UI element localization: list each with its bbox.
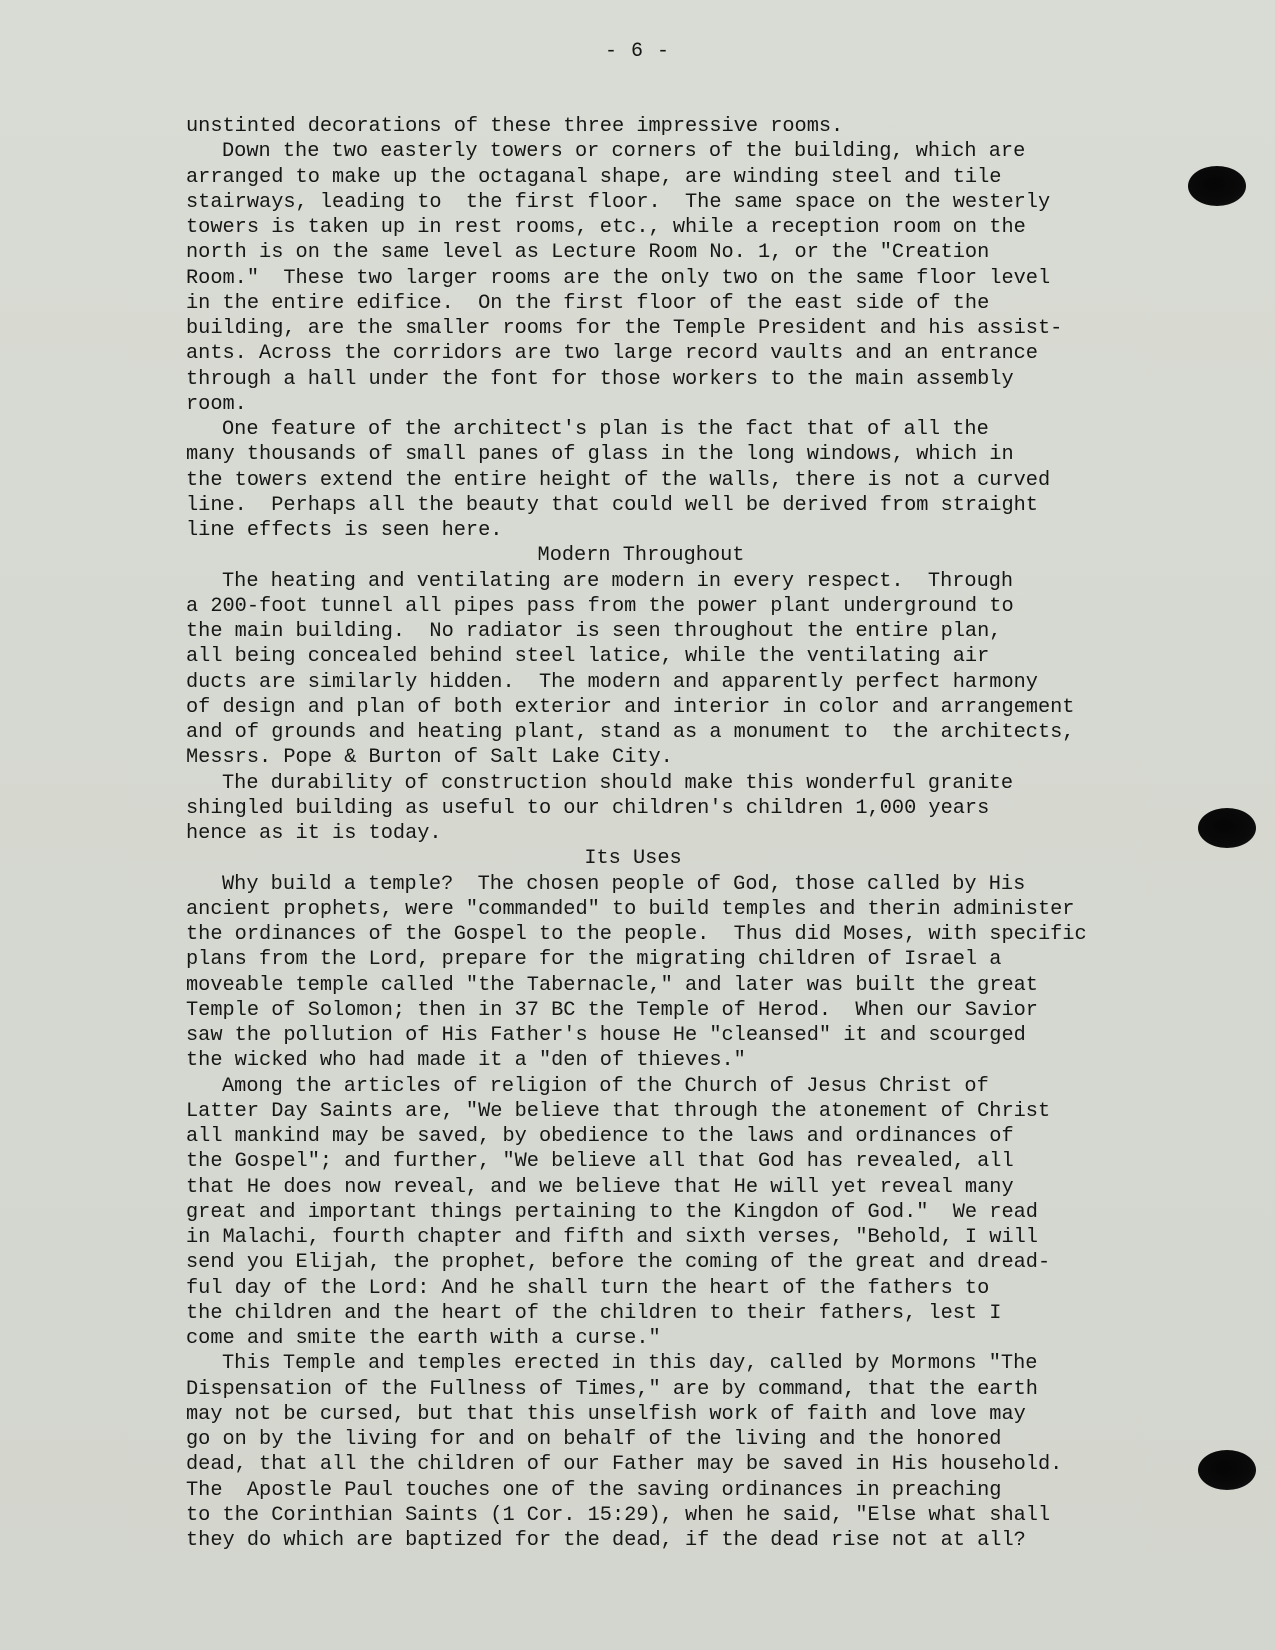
text-line: through a hall under the font for those workers to the main assembly — [186, 367, 1014, 391]
text-line: stairways, leading to the first floor. The same space on the westerly — [186, 190, 1051, 214]
text-line: building, are the smaller rooms for the Temple President and his assist- — [186, 317, 1063, 340]
section-heading: Its Uses — [584, 847, 682, 871]
text-line: go on by the living for and on behalf of the living and the honored — [186, 1428, 1002, 1451]
text-line: all mankind may be saved, by obedience to the laws and ordinances of — [186, 1125, 1014, 1148]
text-line: ful day of the Lord: And he shall turn the heart of the fathers to — [186, 1276, 990, 1300]
text-line: Room." These two larger rooms are the only two on the same floor level — [186, 266, 1051, 290]
text-line: of design and plan of both exterior and interior in color and arrangement — [186, 695, 1075, 719]
text-line: shingled building as useful to our children's children 1,000 years — [186, 796, 990, 820]
text-line: the children and the heart of the children to their fathers, lest I — [186, 1301, 1002, 1325]
text-line: ants. Across the corridors are two large record vaults and an entrance — [186, 342, 1038, 366]
text-line: all being concealed behind steel latice, while the ventilating air — [186, 645, 990, 669]
section-heading: Modern Throughout — [537, 544, 745, 568]
text-line: a 200-foot tunnel all pipes pass from the power plant underground to — [186, 594, 1014, 618]
text-line: ancient prophets, were "commanded" to build temples and therin administer — [186, 897, 1075, 921]
text-line: line effects is seen here. — [186, 519, 503, 542]
punch-hole-middle — [1198, 808, 1256, 848]
text-line: many thousands of small panes of glass in the long windows, which in — [186, 443, 1014, 467]
page-number: - 6 - — [604, 40, 670, 63]
document-body — [186, 114, 1236, 1553]
paragraph-first-line: Down the two easterly towers or corners of the building, which are — [222, 140, 1026, 164]
text-line: Latter Day Saints are, "We believe that through the atonement of Christ — [186, 1099, 1051, 1123]
paragraph-first-line: One feature of the architect's plan is the fact that of all the — [222, 418, 989, 441]
text-line: dead, that all the children of our Father may be saved in His household. — [186, 1453, 1063, 1477]
text-line: and of grounds and heating plant, stand as a monument to the architects, — [186, 721, 1075, 744]
text-line: to the Corinthian Saints (1 Cor. 15:29), when he said, "Else what shall — [186, 1503, 1051, 1527]
text-line: The Apostle Paul touches one of the saving ordinances in preaching — [186, 1478, 1002, 1502]
text-line: moveable temple called "the Tabernacle," and later was built the great — [186, 973, 1038, 997]
text-line: the towers extend the entire height of the walls, there is not a curved — [186, 468, 1051, 492]
text-line: plans from the Lord, prepare for the migrating children of Israel a — [186, 948, 1002, 972]
text-line: that He does now reveal, and we believe that He will yet reveal many — [186, 1175, 1014, 1199]
text-line: towers is taken up in rest rooms, etc., while a reception room on the — [186, 216, 1026, 239]
text-line: saw the pollution of His Father's house He "cleansed" it and scourged — [186, 1024, 1026, 1047]
text-line: the main building. No radiator is seen throughout the entire plan, — [186, 620, 1002, 643]
text-line: the ordinances of the Gospel to the people. Thus did Moses, with specific — [186, 923, 1087, 946]
text-line: hence as it is today. — [186, 822, 442, 845]
paragraph-first-line: Among the articles of religion of the Church of Jesus Christ of — [222, 1074, 989, 1098]
text-line: line. Perhaps all the beauty that could well be derived from straight — [186, 493, 1038, 517]
paragraph-first-line: Why build a temple? The chosen people of God, those called by His — [222, 872, 1026, 896]
text-line: room. — [186, 392, 247, 416]
paragraph-first-line: The heating and ventilating are modern in every respect. Through — [222, 569, 1014, 593]
text-line: Messrs. Pope & Burton of Salt Lake City. — [186, 746, 673, 770]
text-line: in the entire edifice. On the first floor of the east side of the — [186, 291, 990, 315]
paragraph-first-line: The durability of construction should make this wonderful granite — [222, 771, 1014, 795]
text-line: come and smite the earth with a curse." — [186, 1327, 661, 1350]
text-line: Temple of Solomon; then in 37 BC the Temple of Herod. When our Savior — [186, 998, 1038, 1022]
text-line: arranged to make up the octaganal shape, are winding steel and tile — [186, 165, 1002, 189]
paragraph-first-line: This Temple and temples erected in this day, called by Mormons "The — [222, 1352, 1038, 1376]
text-line: Dispensation of the Fullness of Times," are by command, that the earth — [186, 1377, 1038, 1401]
punch-hole-top — [1188, 166, 1246, 206]
text-line: in Malachi, fourth chapter and fifth and sixth verses, "Behold, I will — [186, 1226, 1038, 1249]
text-line: ducts are similarly hidden. The modern and apparently perfect harmony — [186, 670, 1038, 694]
text-line: the Gospel"; and further, "We believe all that God has revealed, all — [186, 1150, 1014, 1174]
text-line: send you Elijah, the prophet, before the coming of the great and dread- — [186, 1251, 1051, 1275]
text-line: the wicked who had made it a "den of thieves." — [186, 1049, 746, 1073]
text-line: unstinted decorations of these three impressive rooms. — [186, 115, 844, 138]
punch-hole-bottom — [1198, 1450, 1256, 1490]
text-line: north is on the same level as Lecture Room No. 1, or the "Creation — [186, 241, 990, 265]
text-line: they do which are baptized for the dead, if the dead rise not at all? — [186, 1529, 1026, 1552]
text-line: great and important things pertaining to the Kingdon of God." We read — [186, 1200, 1038, 1224]
text-line: may not be cursed, but that this unselfish work of faith and love may — [186, 1402, 1026, 1426]
